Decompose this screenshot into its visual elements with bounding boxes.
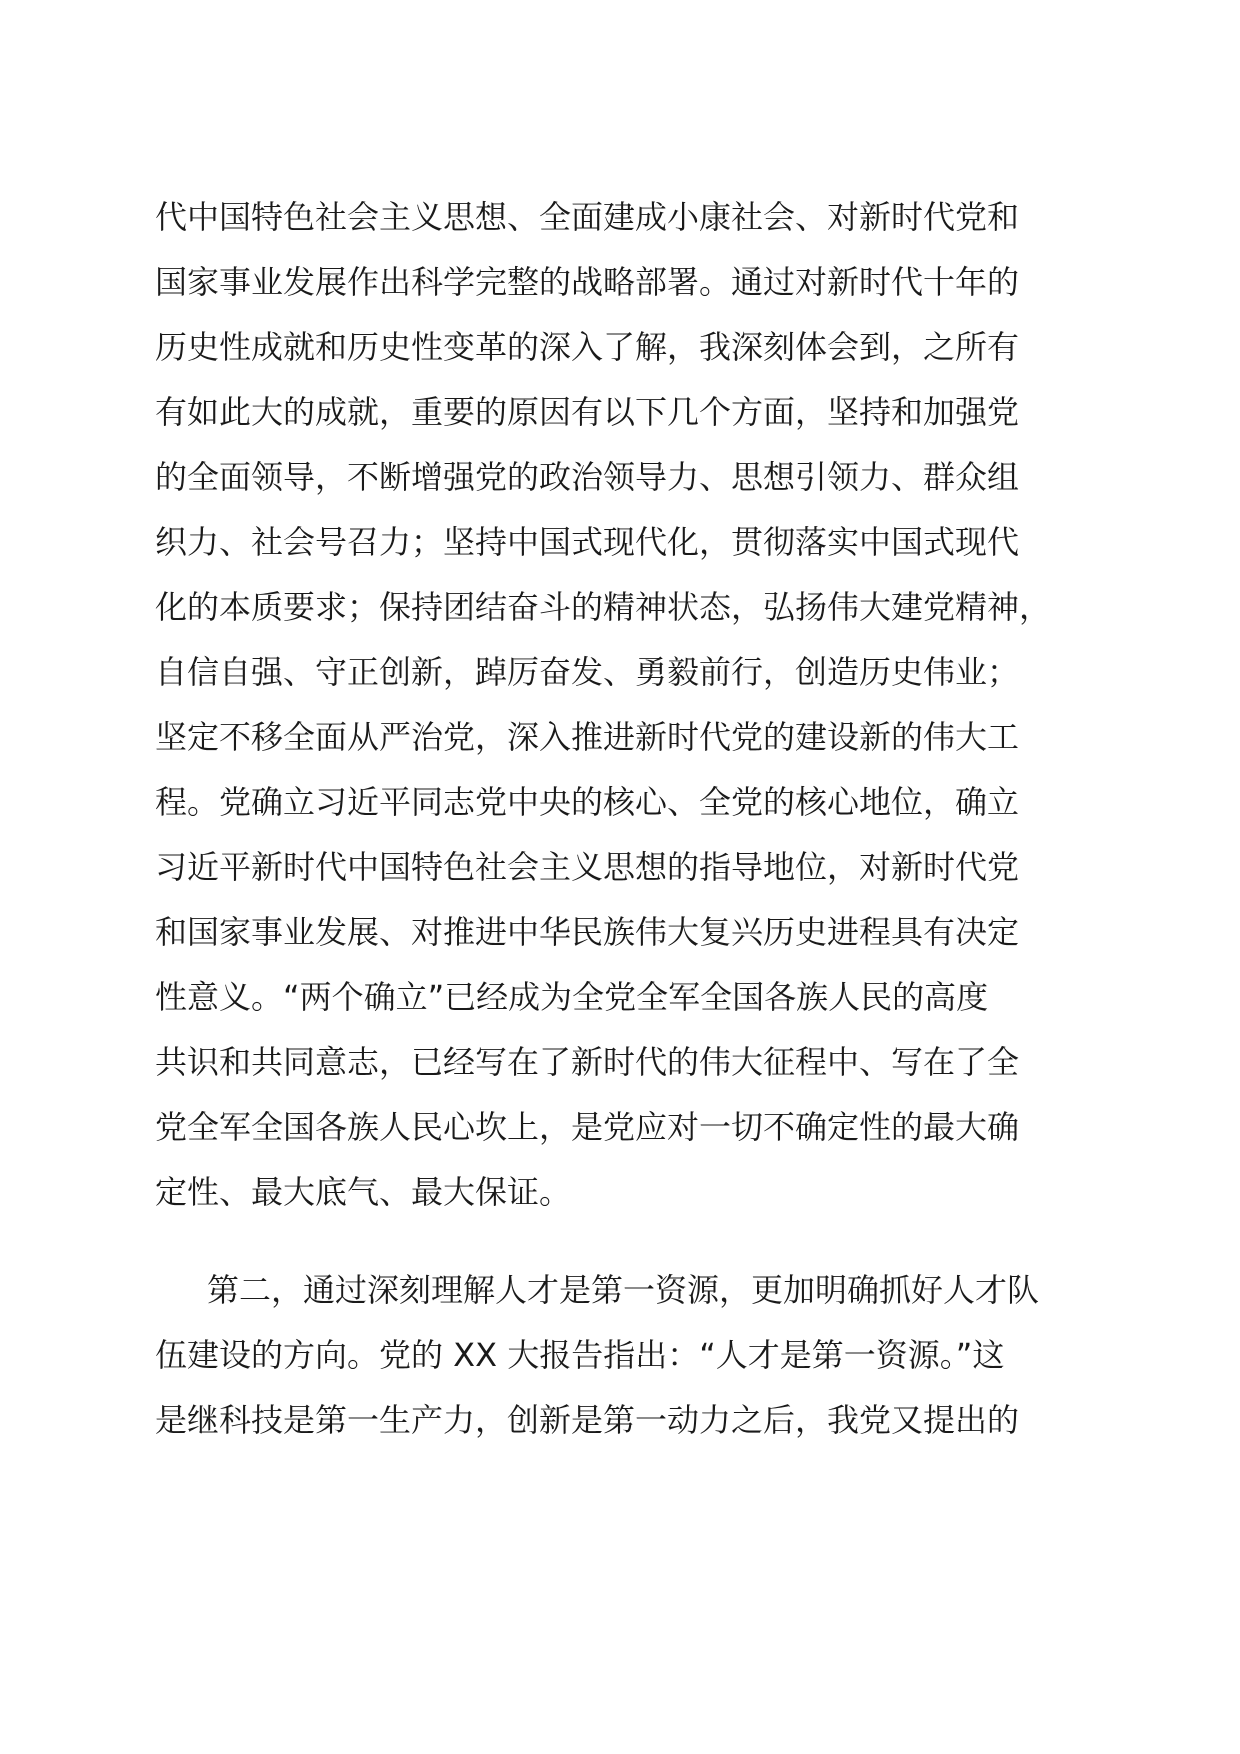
text-line: 的全面领导，不断增强党的政治领导力、思想引领力、群众组 [155,458,1020,496]
text-line: 共识和共同意志，已经写在了新时代的伟大征程中、写在了全 [155,1043,1020,1081]
text-line: 织力、社会号召力；坚持中国式现代化，贯彻落实中国式现代 [155,523,1020,561]
text-line: 历史性成就和历史性变革的深入了解，我深刻体会到，之所有 [155,328,1020,366]
text-line: 程。党确立习近平同志党中央的核心、全党的核心地位，确立 [155,783,1020,821]
text-line: 代中国特色社会主义思想、全面建成小康社会、对新时代党和 [155,198,1020,236]
text-line: 第二，通过深刻理解人才是第一资源，更加明确抓好人才队 [207,1271,1040,1309]
text-line: 坚定不移全面从严治党，深入推进新时代党的建设新的伟大工 [155,718,1020,756]
document-body [155,185,1095,1453]
text-line: 党全军全国各族人民心坎上，是党应对一切不确定性的最大确 [155,1108,1020,1146]
text-line: 自信自强、守正创新，踔厉奋发、勇毅前行，创造历史伟业； [155,653,1020,691]
text-line: 化的本质要求；保持团结奋斗的精神状态，弘扬伟大建党精神， [155,588,1052,626]
paragraph [155,185,1095,1225]
paragraph-spacer [155,1225,1095,1258]
text-line: 有如此大的成就，重要的原因有以下几个方面，坚持和加强党 [155,393,1020,431]
paragraph [155,1258,1095,1453]
text-line: 性意义。“两个确立”已经成为全党全军全国各族人民的高度 [155,978,989,1016]
text-line: 国家事业发展作出科学完整的战略部署。通过对新时代十年的 [155,263,1020,301]
text-line: 定性、最大底气、最大保证。 [155,1173,572,1211]
text-line: 是继科技是第一生产力，创新是第一动力之后，我党又提出的 [155,1401,1020,1439]
text-line: 习近平新时代中国特色社会主义思想的指导地位，对新时代党 [155,848,1020,886]
text-line: 伍建设的方向。党的 XX 大报告指出：“人才是第一资源。”这 [155,1336,1005,1374]
text-line: 和国家事业发展、对推进中华民族伟大复兴历史进程具有决定 [155,913,1020,951]
